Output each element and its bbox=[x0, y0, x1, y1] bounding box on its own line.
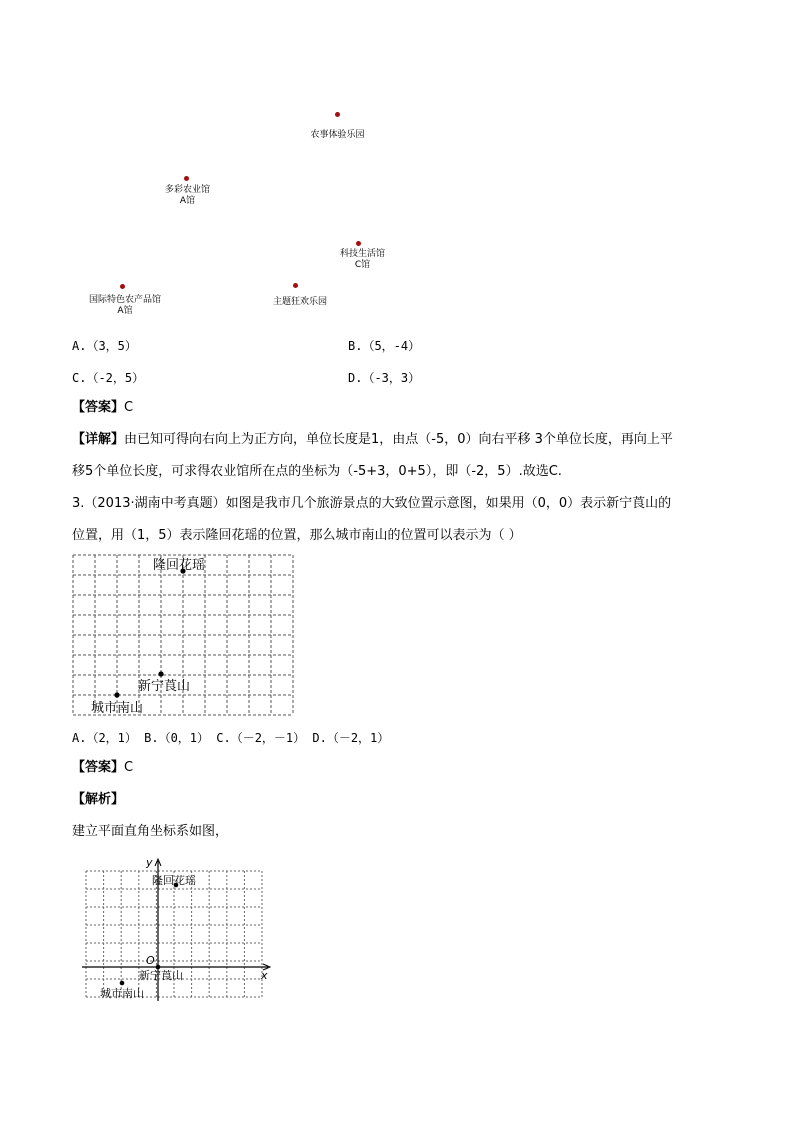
option-b: B.（5，-4） bbox=[348, 339, 421, 353]
label-longhui-2: 隆回花瑶 bbox=[152, 874, 196, 887]
detail-line-2: 移5个单位长度，可求得农业馆所在点的坐标为（-5+3，0+5），即（-2，5）.故选C. bbox=[72, 464, 562, 479]
venue-label: 国际特色农产品馆 A馆 bbox=[88, 295, 161, 316]
venue-dot bbox=[184, 176, 189, 181]
answer-label-3: 【答案】 bbox=[72, 760, 125, 775]
point-xinning bbox=[158, 671, 163, 676]
detail-text: 由已知可得向右向上为正方向，单位长度是1，由点（-5，0）向右平移 3个单位长度，再向上平 bbox=[124, 432, 673, 447]
analysis-label: 【解析】 bbox=[72, 792, 125, 807]
option-a: A.（3，5） bbox=[72, 339, 137, 353]
detail-line bbox=[72, 432, 673, 448]
venue-dot bbox=[293, 283, 298, 288]
point-chengshi bbox=[114, 692, 119, 697]
venue-label: 农事体验乐园 bbox=[310, 130, 365, 140]
answer-label: 【答案】 bbox=[72, 400, 125, 415]
point-chengshi-2 bbox=[120, 981, 125, 986]
label-xinning: 新宁莨山 bbox=[138, 679, 191, 694]
venue-label: 主题狂欢乐园 bbox=[272, 297, 327, 307]
question-3-line-2: 位置，用（1，5）表示隆回花瑶的位置，那么城市南山的位置可以表示为（ ） bbox=[72, 528, 522, 543]
answer-line-3 bbox=[72, 760, 133, 776]
option-c: C.（-2，5） bbox=[72, 371, 145, 385]
question-3-line-1: 3.（2013·湖南中考真题）如图是我市几个旅游景点的大致位置示意图，如果用（0，0）表示新宁莨山的 bbox=[72, 496, 672, 511]
venue-label: 科技生活馆 C馆 bbox=[339, 249, 385, 270]
analysis-text: 建立平面直角坐标系如图， bbox=[72, 824, 229, 839]
detail-label: 【详解】 bbox=[72, 432, 125, 447]
x-axis-label: x bbox=[261, 969, 268, 982]
label-chengshi-2: 城市南山 bbox=[100, 987, 144, 1000]
answer-line bbox=[72, 400, 133, 416]
coordinate-grid-figure bbox=[80, 855, 280, 1005]
venue-label: 多彩农业馆 A馆 bbox=[164, 185, 210, 206]
answer-value: C bbox=[124, 400, 134, 415]
label-xinning-2: 新宁莨山 bbox=[139, 969, 183, 982]
answer-value-3: C bbox=[124, 760, 134, 775]
venue-dot bbox=[356, 241, 361, 246]
question-3-options: A.（2，1） B.（0，1） C.（－2，－1） D.（－2，1） bbox=[72, 731, 390, 745]
venue-dot bbox=[120, 284, 125, 289]
y-axis-label: y bbox=[146, 856, 153, 869]
origin-label: O bbox=[146, 954, 155, 967]
label-longhui: 隆回花瑶 bbox=[153, 558, 206, 573]
scenic-grid-figure bbox=[72, 554, 296, 716]
label-chengshi: 城市南山 bbox=[91, 701, 144, 716]
venue-dot bbox=[335, 112, 340, 117]
option-d: D.（-3，3） bbox=[348, 371, 421, 385]
